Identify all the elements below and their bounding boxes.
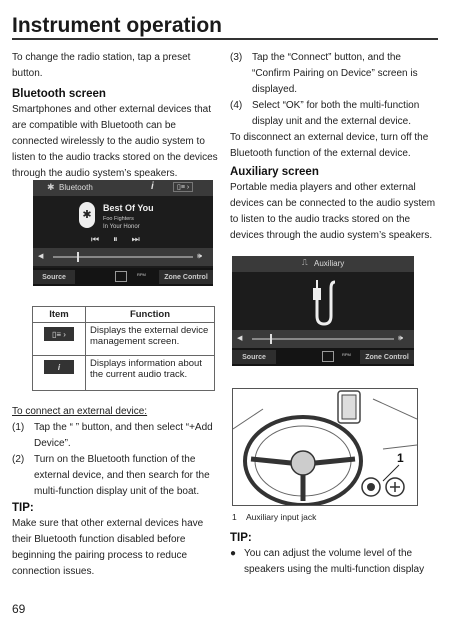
volume-down-icon[interactable]: ◀ xyxy=(38,253,44,260)
bluetooth-body: Smartphones and other external devices that are compatible with Bluetooth can be connected wirelessly to the audio system to listen to the audio tracks stored on the devices through the audio system’s speakers. xyxy=(12,104,218,179)
rpm-label: RPM xyxy=(342,352,351,357)
track-album: In Your Honor xyxy=(103,224,140,230)
function-table xyxy=(32,306,215,391)
volume-down-icon[interactable]: ◀ xyxy=(237,335,243,342)
info-icon: i xyxy=(44,360,74,374)
steering-wheel-drawing xyxy=(233,389,417,505)
volume-bar xyxy=(33,248,213,266)
tip-body: Make sure that other external devices have their Bluetooth function disabled before beginning the pairing process to reduce connection issues. xyxy=(12,518,204,577)
bluetooth-heading: Bluetooth screen xyxy=(12,88,106,100)
volume-slider[interactable] xyxy=(53,256,193,258)
tip-bullet-text: You can adjust the volume level of the speakers using the multi-function display xyxy=(244,548,425,575)
auxiliary-jack-illustration xyxy=(232,388,418,506)
previous-icon[interactable]: ⏮ xyxy=(91,234,114,244)
rpm-display xyxy=(322,351,334,362)
step-text: Select “OK” for both the multi-function display unit and the external device. xyxy=(252,100,420,127)
track-artist: Foo Fighters xyxy=(103,216,134,222)
tip-heading: TIP: xyxy=(12,502,34,514)
track-title: Best Of You xyxy=(103,203,154,213)
source-button[interactable]: Source xyxy=(232,350,276,364)
bluetooth-screen xyxy=(33,180,213,286)
device-mgmt-icon[interactable]: ▯≡ › xyxy=(173,182,193,192)
bluetooth-icon: ✱ xyxy=(47,182,55,192)
step-text: Tap the “ ” button, and then select “+Add Device”. xyxy=(34,422,213,449)
volume-knob[interactable] xyxy=(77,252,79,262)
volume-knob[interactable] xyxy=(270,334,272,344)
step-text: Turn on the Bluetooth function of the external device, and then search for the multi-function display unit of the boat. xyxy=(34,454,210,497)
rpm-label: RPM xyxy=(137,272,146,277)
auxiliary-heading: Auxiliary screen xyxy=(230,166,319,178)
rpm-display xyxy=(115,271,127,282)
list-item: (1) Tap the “ ” button, and then select “+Add Device”. xyxy=(12,420,220,452)
device-mgmt-icon: ▯≡ › xyxy=(44,327,74,341)
info-icon[interactable]: i xyxy=(151,181,154,192)
pause-icon[interactable]: ⏸ xyxy=(113,234,132,244)
volume-up-icon[interactable]: 🕪 xyxy=(398,333,404,342)
playback-controls xyxy=(91,234,154,245)
step-text: Tap the “Connect” button, and the “Confirm Pairing on Device” screen is displayed. xyxy=(252,52,418,95)
title-rule xyxy=(12,38,438,40)
aux-screen-label: Auxiliary xyxy=(314,259,345,268)
next-icon[interactable]: ⏭ xyxy=(131,234,154,244)
table-cell-function: Displays information about the current audio track. xyxy=(86,356,215,391)
caption-number: 1 xyxy=(232,512,237,522)
bullet-icon: ● xyxy=(230,548,237,559)
caption-text: Auxiliary input jack xyxy=(246,512,317,522)
bt-screen-label: Bluetooth xyxy=(59,183,93,192)
table-cell-function: Displays the external device management screen. xyxy=(86,323,215,356)
zone-control-button[interactable]: Zone Control xyxy=(360,350,414,364)
table-row xyxy=(33,323,215,356)
source-button[interactable]: Source xyxy=(33,270,75,284)
aux-cable-icon xyxy=(308,278,342,328)
connect-heading: To connect an external device: xyxy=(12,406,148,417)
list-item: (3) Tap the “Connect” button, and the “Confirm Pairing on Device” screen is displayed. xyxy=(230,50,438,98)
aux-plug-icon: ⎍ xyxy=(302,258,308,267)
page-number: 69 xyxy=(12,602,26,616)
bt-top-bar xyxy=(33,180,213,196)
disconnect-text: To disconnect an external device, turn off the Bluetooth function of the external device. xyxy=(230,132,429,159)
list-item: (2) Turn on the Bluetooth function of the external device, and then search for the multi-function display unit of the boat. xyxy=(12,452,220,500)
table-row xyxy=(33,356,215,391)
tip-heading-right: TIP: xyxy=(230,532,252,544)
list-item xyxy=(230,546,438,578)
page-title: Instrument operation xyxy=(12,14,223,37)
col-item: Item xyxy=(33,307,86,323)
zone-control-button[interactable]: Zone Control xyxy=(159,270,213,284)
auxiliary-screen xyxy=(232,256,414,366)
volume-up-icon[interactable]: 🕪 xyxy=(197,251,203,260)
bluetooth-logo-icon: ✱ xyxy=(79,202,95,228)
col-function: Function xyxy=(86,307,215,323)
list-item: (4) Select “OK” for both the multi-function display unit and the external device. xyxy=(230,98,438,130)
aux-bottom-bar xyxy=(232,348,414,366)
intro-text: To change the radio station, tap a preset button. xyxy=(12,52,191,79)
auxiliary-body: Portable media players and other external devices can be connected to the audio system to listen to the audio tracks stored on the devices through the audio system’s speakers. xyxy=(230,182,436,241)
volume-bar xyxy=(232,330,414,348)
callout-number: 1 xyxy=(397,451,404,465)
aux-top-bar xyxy=(232,256,414,272)
bt-bottom-bar xyxy=(33,268,213,286)
volume-slider[interactable] xyxy=(252,338,394,340)
